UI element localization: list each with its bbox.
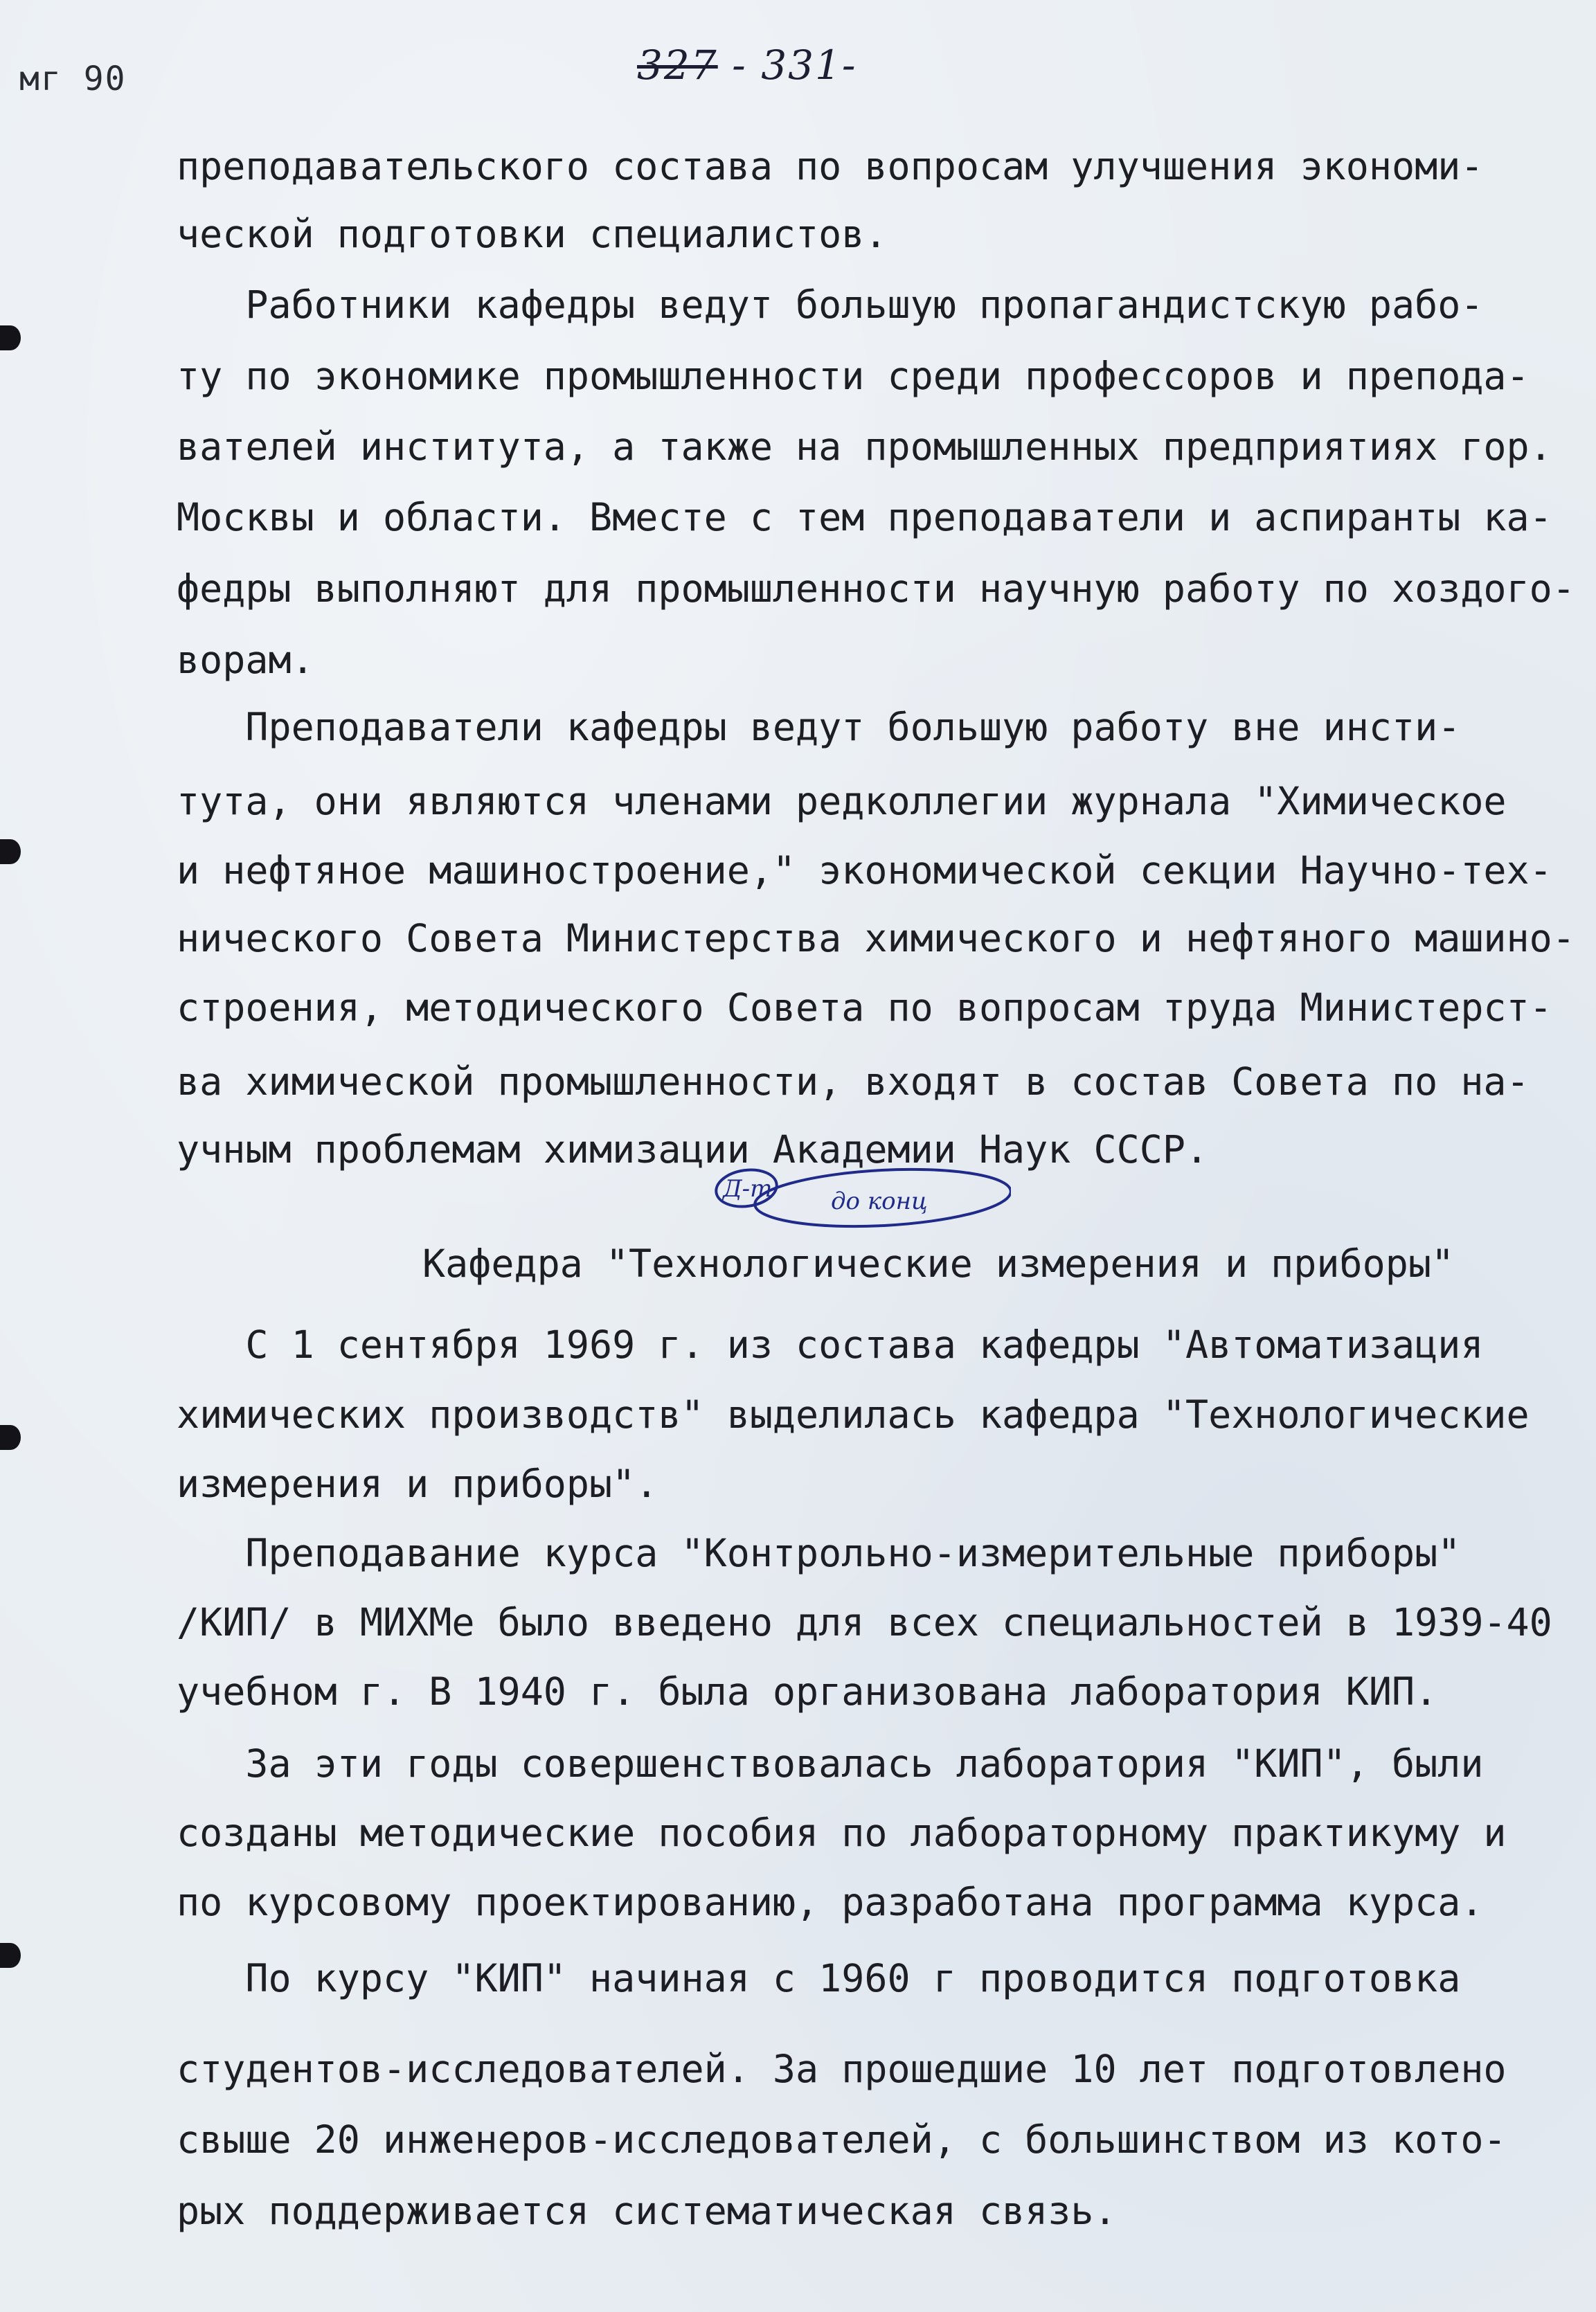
text-line: Преподаватели кафедры ведут большую работу вне инсти- bbox=[177, 705, 1461, 749]
page-number bbox=[637, 42, 857, 89]
page-number-old: 327 bbox=[637, 42, 718, 89]
archive-code: мг 90 bbox=[19, 60, 127, 98]
text-line: учным проблемам химизации Академии Наук СССР. bbox=[177, 1127, 1209, 1172]
text-line: Преподавание курса "Контрольно-измерительные приборы" bbox=[177, 1531, 1461, 1575]
text-line: По курсу "КИП" начиная с 1960 г проводится подготовка bbox=[177, 1956, 1461, 2000]
text-line: ческой подготовки специалистов. bbox=[177, 212, 888, 256]
handwritten-annotation bbox=[713, 1155, 1011, 1231]
text-line: студентов-исследователей. За прошедшие 10 лет подготовлено bbox=[177, 2047, 1507, 2091]
text-line: нического Совета Министерства химического и нефтяного машино- bbox=[177, 916, 1575, 960]
text-line: измерения и приборы". bbox=[177, 1462, 658, 1506]
text-line: ту по экономике промышленности среди профессоров и препода- bbox=[177, 354, 1530, 398]
text-line: рых поддерживается систематическая связь. bbox=[177, 2189, 1117, 2233]
text-line: /КИП/ в МИХМе было введено для всех специальностей в 1939-40 bbox=[177, 1600, 1552, 1645]
text-line: Москвы и области. Вместе с тем преподаватели и аспиранты ка- bbox=[177, 495, 1552, 539]
punch-hole bbox=[0, 325, 21, 350]
annotation-mark: Д-т bbox=[723, 1175, 773, 1203]
text-line: свыше 20 инженеров-исследователей, с большинством из кото- bbox=[177, 2117, 1507, 2162]
page-number-new: 331- bbox=[761, 42, 857, 89]
punch-hole bbox=[0, 1425, 21, 1450]
page-number-separator: - bbox=[732, 42, 747, 89]
text-line: ворам. bbox=[177, 638, 314, 682]
text-line: ва химической промышленности, входят в состав Совета по на- bbox=[177, 1059, 1530, 1104]
punch-hole bbox=[0, 839, 21, 864]
text-line: химических производств" выделилась кафедра "Технологические bbox=[177, 1392, 1530, 1437]
text-line: За эти годы совершенствовалась лаборатория "КИП", были bbox=[177, 1741, 1484, 1786]
text-line: по курсовому проектированию, разработана программа курса. bbox=[177, 1880, 1484, 1924]
text-line: и нефтяное машиностроение," экономической секции Научно-тех- bbox=[177, 848, 1552, 893]
text-line: федры выполняют для промышленности научную работу по хоздого- bbox=[177, 566, 1575, 611]
text-line: учебном г. В 1940 г. была организована лаборатория КИП. bbox=[177, 1669, 1438, 1714]
text-line: строения, методического Совета по вопросам труда Министерст- bbox=[177, 985, 1552, 1030]
annotation-note: до конц bbox=[831, 1188, 928, 1215]
text-line: тута, они являются членами редколлегии журнала "Химическое bbox=[177, 779, 1507, 823]
section-heading: Кафедра "Технологические измерения и приборы" bbox=[422, 1242, 1455, 1286]
punch-hole bbox=[0, 1943, 21, 1968]
text-line: преподавательского состава по вопросам улучшения экономи- bbox=[177, 144, 1484, 188]
text-line: созданы методические пособия по лабораторному практикуму и bbox=[177, 1811, 1507, 1855]
text-line: вателей института, а также на промышленных предприятиях гор. bbox=[177, 424, 1552, 469]
text-line: Работники кафедры ведут большую пропагандистскую рабо- bbox=[177, 283, 1484, 327]
text-line: С 1 сентября 1969 г. из состава кафедры "Автоматизация bbox=[177, 1323, 1484, 1367]
